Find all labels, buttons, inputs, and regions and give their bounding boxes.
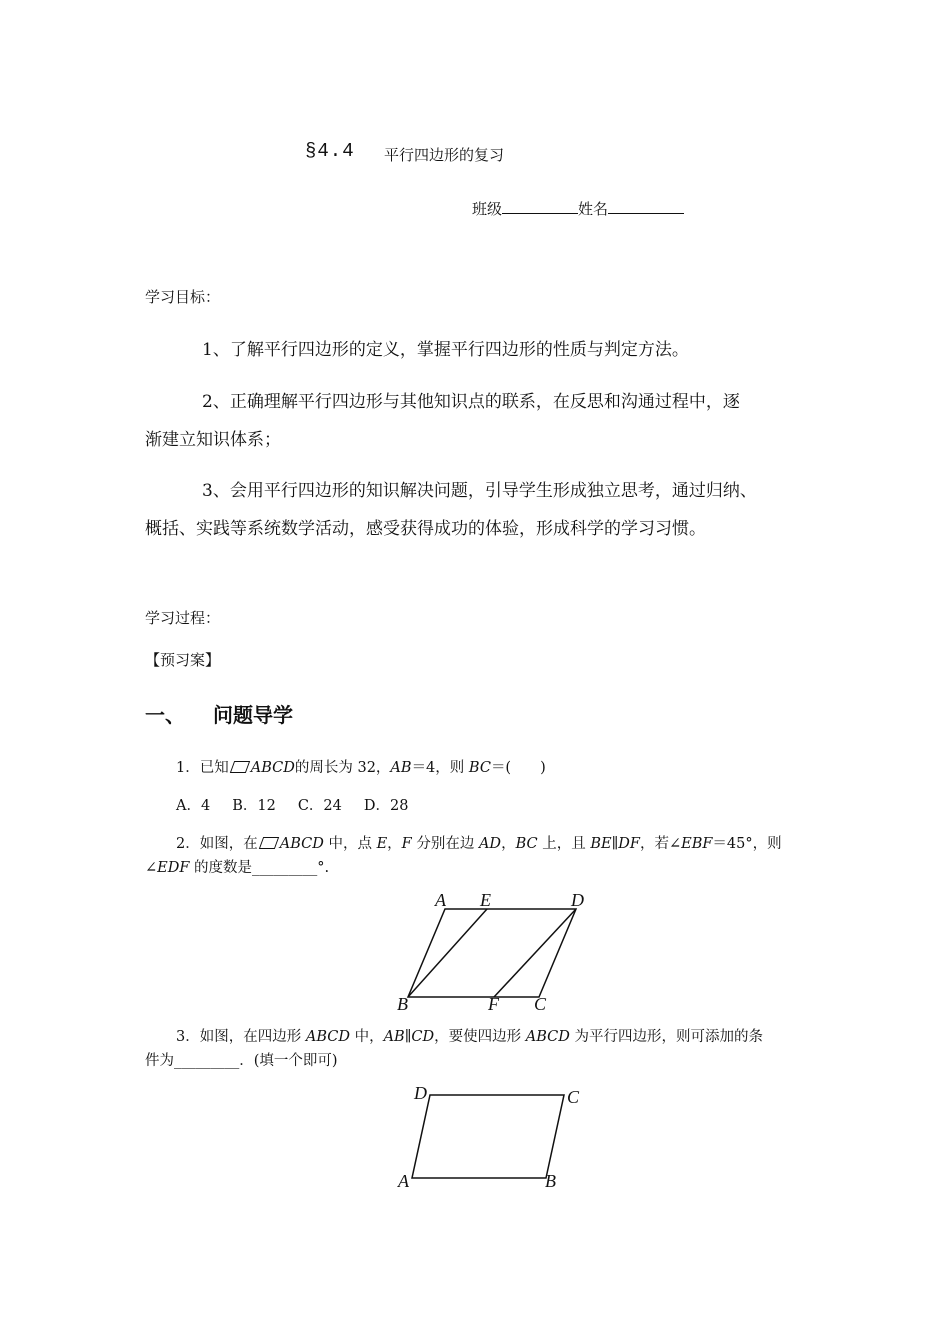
- option-d: D．28: [363, 798, 409, 814]
- label-b: B: [545, 1171, 556, 1191]
- label-b: B: [397, 994, 408, 1011]
- label-e: E: [480, 890, 491, 910]
- option-a: A．4: [176, 798, 211, 814]
- section-1-title: 问题导学: [213, 703, 293, 727]
- question-1-options: [176, 794, 408, 815]
- parallelogram-icon: [259, 837, 279, 849]
- segment-be: [408, 909, 487, 997]
- label-d: D: [414, 1083, 427, 1103]
- goal-item-2-line-1: 2、正确理解平行四边形与其他知识点的联系，在反思和沟通过程中，逐: [202, 392, 740, 412]
- label-a: A: [398, 1171, 409, 1191]
- segment-df: [494, 909, 576, 997]
- label-c: C: [567, 1087, 580, 1107]
- question-2-line-1: 2．如图，在 ABCD 中，点 E，F 分别在边 AD，BC 上，且 BE∥DF，若∠EBF＝45°，则: [176, 836, 782, 852]
- label-f: F: [488, 994, 499, 1011]
- parallelogram-abcd: [408, 909, 576, 997]
- figure-1-parallelogram: [390, 886, 590, 1011]
- question-3-line-1: 3．如图，在四边形 ABCD 中，AB∥CD，要使四边形 ABCD 为平行四边形，则可添加的条: [176, 1029, 763, 1045]
- class-label: 班级: [472, 200, 503, 218]
- preview-label: 【预习案】: [145, 651, 221, 669]
- goal-item-1: 1、了解平行四边形的定义，掌握平行四边形的性质与判定方法。: [202, 340, 689, 360]
- name-label: 姓名: [578, 200, 609, 218]
- goal-item-2-line-2: 渐建立知识体系；: [145, 430, 281, 450]
- process-heading: 学习过程：: [145, 609, 221, 627]
- option-c: C．24: [297, 798, 342, 814]
- class-blank: [502, 198, 578, 214]
- label-a: A: [435, 890, 446, 910]
- goals-heading: 学习目标：: [145, 288, 221, 306]
- option-b: B．12: [232, 798, 276, 814]
- quadrilateral-abcd: [412, 1095, 564, 1178]
- class-name-line: [472, 198, 684, 219]
- question-2-line-2: ∠EDF 的度数是_________°.: [145, 860, 330, 876]
- section-1-number: 一、: [145, 703, 185, 727]
- question-3-line-2: 件为_________．(填一个即可): [145, 1053, 338, 1069]
- label-c: C: [534, 994, 547, 1011]
- question-1: 1．已知 ABCD的周长为 32，AB＝4，则 BC＝( ): [176, 760, 546, 776]
- parallelogram-icon: [230, 761, 250, 773]
- section-number: §4.4: [305, 140, 355, 162]
- page-title: 平行四边形的复习: [384, 146, 505, 164]
- label-d: D: [571, 890, 584, 910]
- goal-item-3-line-2: 概括、实践等系统数学活动，感受获得成功的体验，形成科学的学习习惯。: [145, 519, 706, 539]
- goal-item-3-line-1: 3、会用平行四边形的知识解决问题，引导学生形成独立思考，通过归纳、: [202, 481, 757, 501]
- figure-2-quadrilateral: [392, 1078, 592, 1193]
- name-blank: [608, 198, 684, 214]
